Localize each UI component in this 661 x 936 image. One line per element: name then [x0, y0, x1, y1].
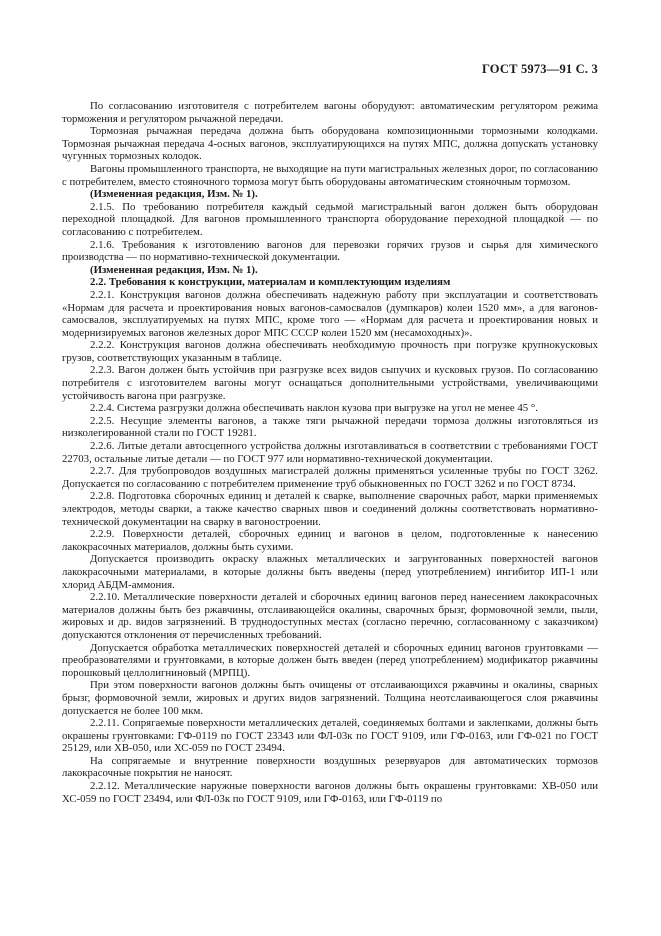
paragraph: 2.2.5. Несущие элементы вагонов, а также тяги рычажной передачи тормоза должны изготовляться из низколегированной стали по ГОСТ 19281.	[62, 414, 598, 440]
paragraph: На сопрягаемые и внутренние поверхности воздушных резервуаров для автоматических тормозов лакокрасочные покрытия не наносят.	[62, 754, 598, 780]
paragraph: 2.2.2. Конструкция вагонов должна обеспечивать необходимую прочность при погрузке крупнокусковых грузов, соответствующих указанным в таблице.	[62, 339, 598, 364]
section-heading: 2.2. Требования к конструкции, материалам и комплектующим изделиям	[90, 276, 451, 289]
paragraph: 2.2.4. Система разгрузки должна обеспечивать наклон кузова при выгрузке на угол не менее 45 °.	[90, 402, 538, 415]
paragraph: 2.2.11. Сопрягаемые поверхности металлических деталей, соединяемых болтами и заклепками, должны быть окрашены грунтовками: ГФ-0119 по ГОСТ 23343 или ФЛ-03к по ГОСТ 9109, или ГФ-0163, или ГФ-021 по ГОСТ 25129, или ХВ-050, или ХС-059 по ГОСТ 23494.	[62, 717, 598, 755]
paragraph: 2.2.3. Вагон должен быть устойчив при разгрузке всех видов сыпучих и кусковых грузов. По согласованию потребителя с изготовителем вагоны могут оснащаться дополнительными устройствами, увеличивающими устойчивость вагона при разгрузке.	[62, 364, 598, 402]
paragraph: Тормозная рычажная передача должна быть оборудована композиционными тормозными колодками. Тормозная рычажная передача 4-осных вагонов, эксплуатирующихся на путях МПС, должна допускать установку чугунных тормозных колодок.	[62, 125, 598, 163]
document-page	[62, 62, 598, 805]
paragraph: Допускается производить окраску влажных металлических и загрунтованных поверхностей вагонов лакокрасочными материалами, в которые должны быть введены (перед употреблением) ингибитор ИП-1 или хлорид АБДМ-аммония.	[62, 553, 598, 591]
paragraph: При этом поверхности вагонов должны быть очищены от отслаивающихся ржавчины и окалины, сварных брызг, формовочной земли, жировых и других видов загрязнений. Толщина неотслаивающегося слоя ржавчины допускается не более 100 мкм.	[62, 679, 598, 717]
paragraph: По согласованию изготовителя с потребителем вагоны оборудуют: автоматическим регулятором режима торможения и регулятором рычажной передачи.	[62, 100, 598, 125]
section-heading: (Измененная редакция, Изм. № 1).	[90, 263, 258, 276]
paragraph: 2.2.1. Конструкция вагонов должна обеспечивать надежную работу при эксплуатации и соответствовать «Нормам для расчета и проектирования новых вагонов-самосвалов (думпкаров) колеи 1520 мм», а для вагонов-самосвалов, эксплуатируемых на путях МПС, кроме того — «Нормам для расчета и проектирования новых и модернизируемых вагонов железных дорог МПС СССР колеи 1520 мм (несамоходных)».	[62, 288, 598, 339]
section-heading: (Измененная редакция, Изм. № 1).	[90, 188, 258, 201]
paragraph: 2.2.7. Для трубопроводов воздушных магистралей должны применяться усиленные трубы по ГОСТ 3262. Допускается по согласованию с потребителем применение труб обыкновенных по ГОСТ 3262 и по ГОСТ 8734.	[62, 465, 598, 490]
paragraph: 2.2.12. Металлические наружные поверхности вагонов должны быть окрашены грунтовками: ХВ-050 или ХС-059 по ГОСТ 23494, или ФЛ-03к по ГОСТ 9109, или ГФ-0163, или ГФ-0119 по	[62, 780, 598, 805]
document-body	[62, 100, 598, 805]
paragraph: 2.1.5. По требованию потребителя каждый седьмой магистральный вагон должен быть оборудован переходной площадкой. Для вагонов промышленного транспорта оборудование переходной площадкой — по согласованию с потребителем.	[62, 200, 598, 238]
paragraph: Допускается обработка металлических поверхностей деталей и сборочных единиц вагонов грунтовками — преобразователями и грунтовками, в которые должен быть введен (перед употреблением) модификатор ржавчины порошковый целлолигниновый (МРПЦ).	[62, 641, 598, 679]
paragraph: 2.2.6. Литые детали автосцепного устройства должны изготавливаться в соответствии с требованиями ГОСТ 22703, остальные литые детали — по ГОСТ 977 или нормативно-технической документации.	[62, 440, 598, 465]
paragraph: 2.1.6. Требования к изготовлению вагонов для перевозки горячих грузов и сырья для химического производства — по нормативно-технической документации.	[62, 238, 598, 264]
paragraph: 2.2.10. Металлические поверхности деталей и сборочных единиц вагонов перед нанесением лакокрасочных материалов должны быть без ржавчины, отслаивающейся окалины, сварочных брызг, формовочной земли, пыли, жировых и др. видов загрязнений. В труднодоступных местах (согласно перечню, согласованному с заказчиком) допускаются отклонения от перечисленных требований.	[62, 591, 598, 641]
paragraph: 2.2.9. Поверхности деталей, сборочных единиц и вагонов в целом, подготовленные к нанесению лакокрасочных материалов, должны быть сухими.	[62, 528, 598, 553]
paragraph: 2.2.8. Подготовка сборочных единиц и деталей к сварке, выполнение сварочных работ, марки применяемых электродов, методы сварки, а также качество сварных швов и соединений должны соответствовать нормативно-технической документации на сварку в вагоностроении.	[62, 490, 598, 528]
page-header: ГОСТ 5973—91 С. 3	[481, 62, 598, 76]
paragraph: Вагоны промышленного транспорта, не выходящие на пути магистральных железных дорог, по согласованию с потребителем, вместо стояночного тормоза могут быть оборудованы автоматическим стояночным тормозом.	[62, 162, 598, 188]
